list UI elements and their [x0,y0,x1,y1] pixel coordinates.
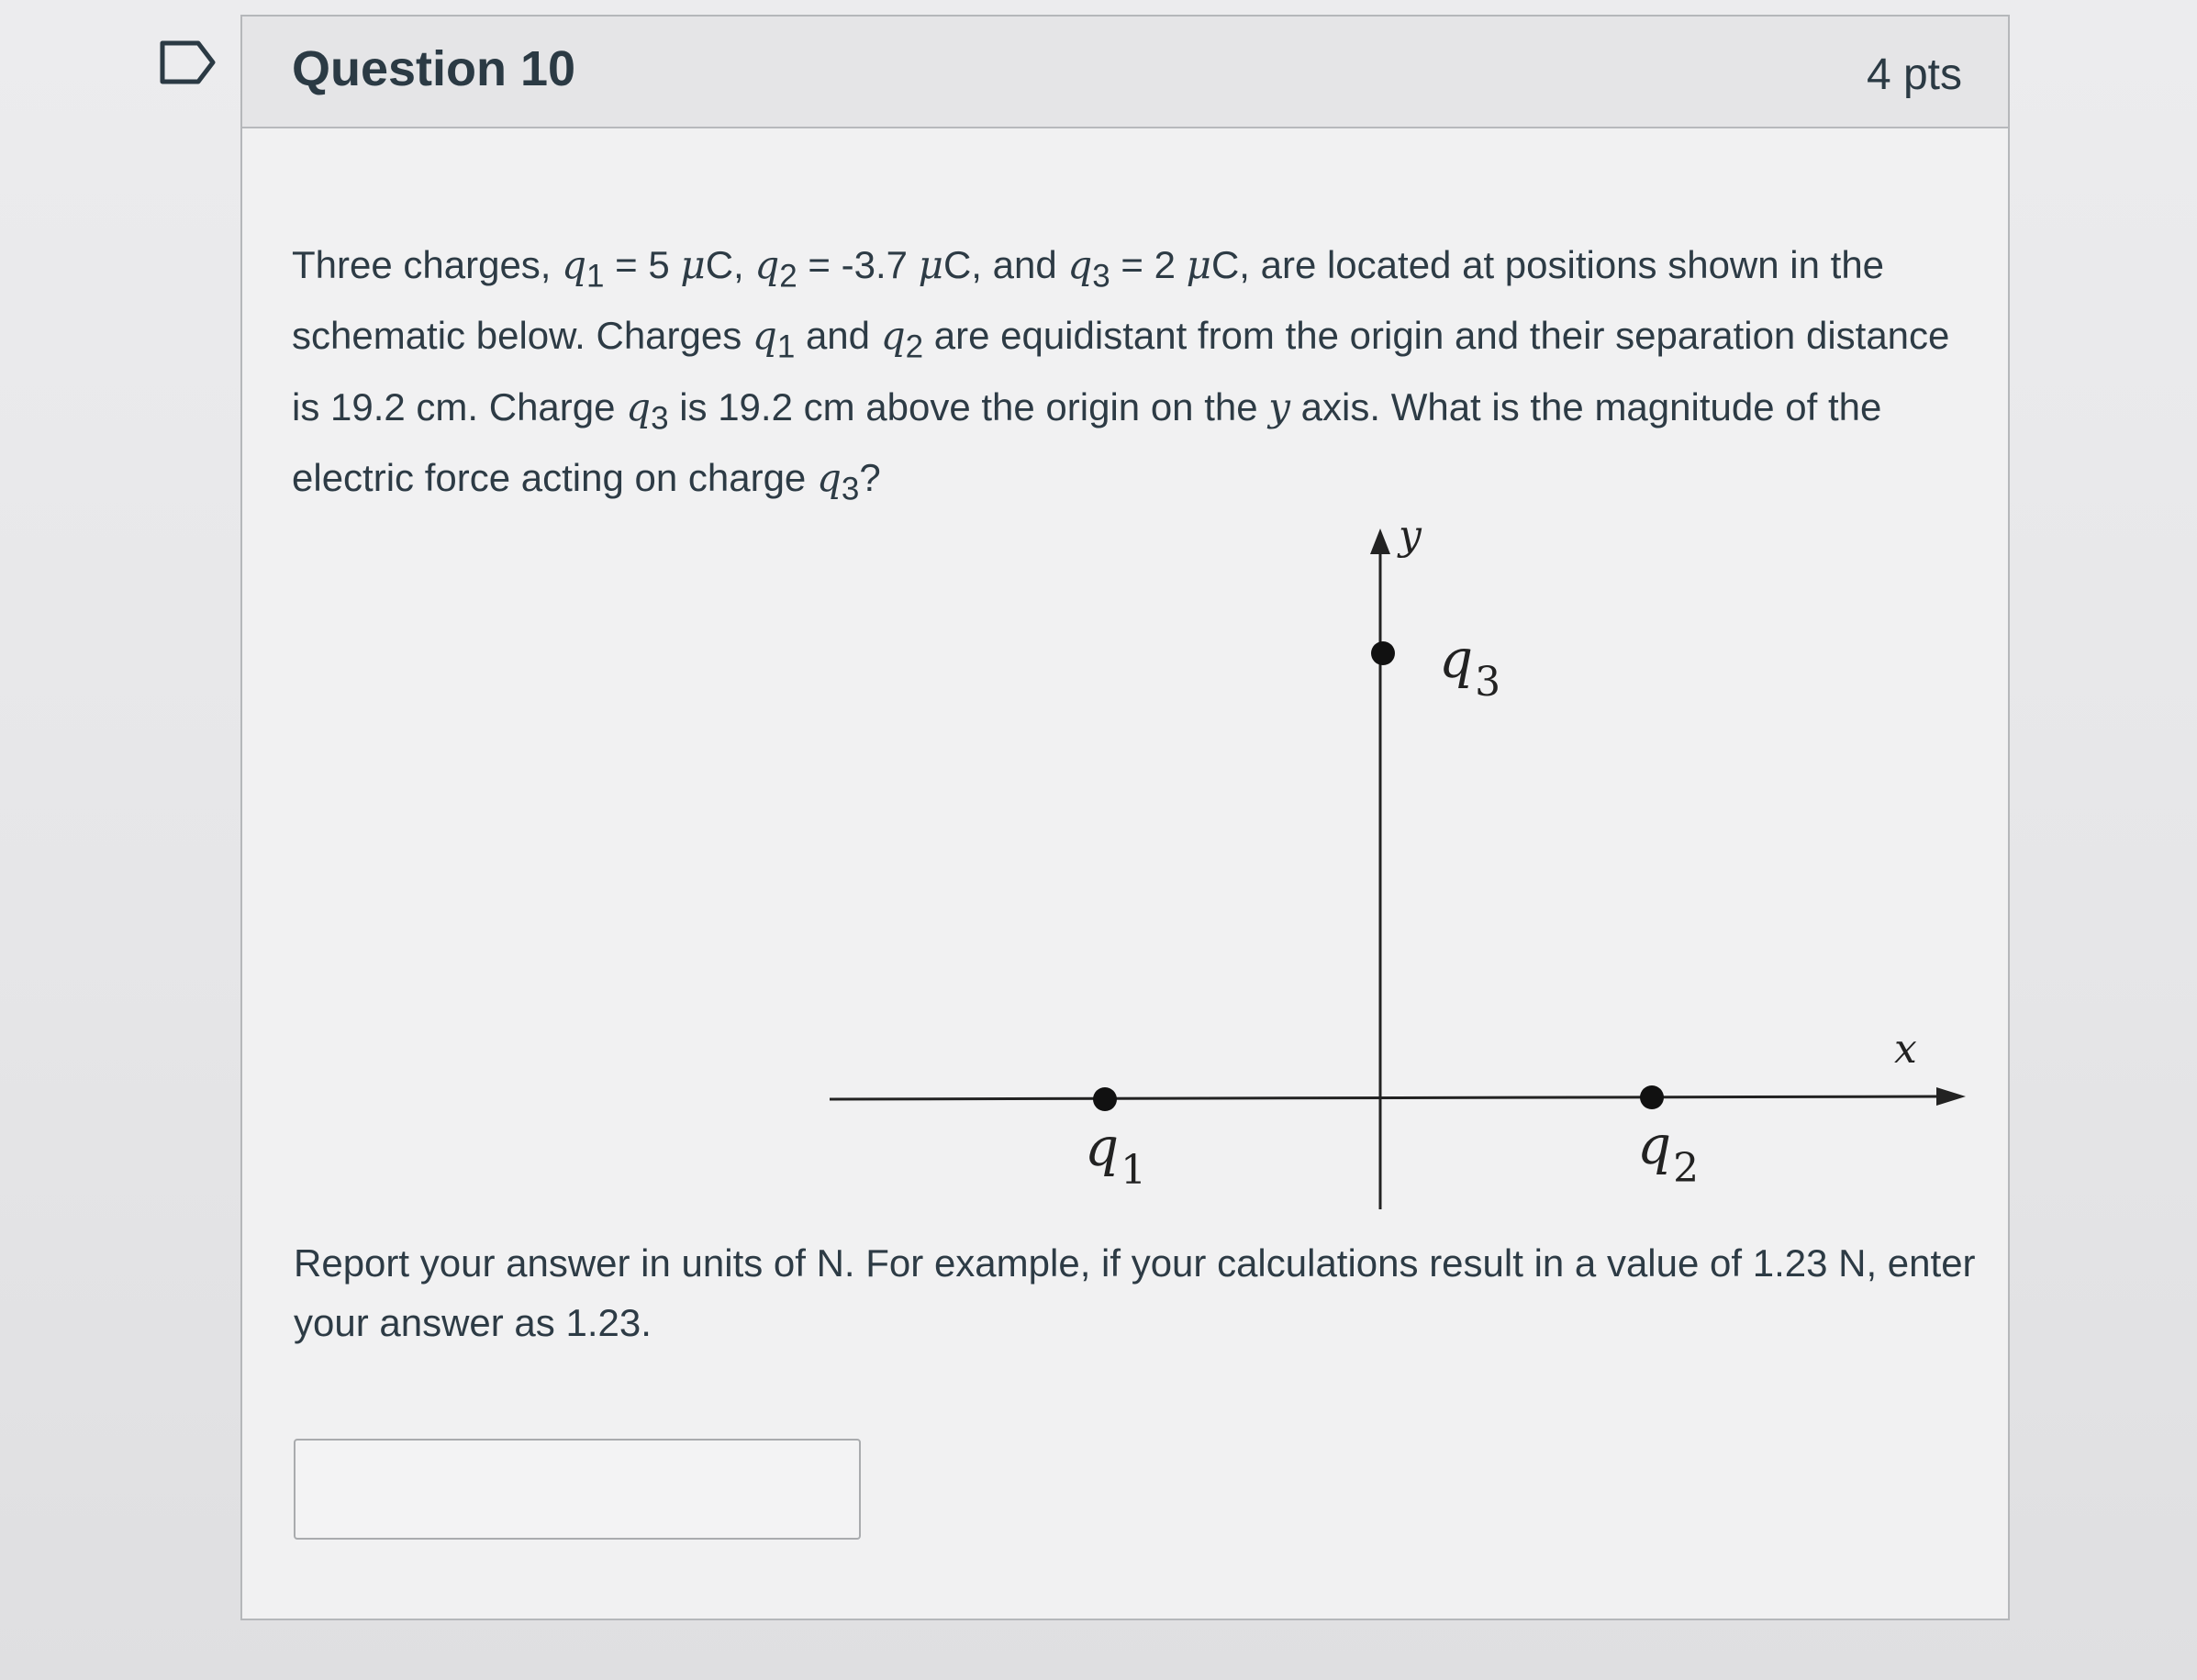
charge-schematic [518,512,1968,1228]
question-card [240,15,2010,1620]
charge-q3-label: $q_3$ [1439,628,1501,706]
charge-q2-label: $q_2$ [1637,1114,1700,1192]
question-points: 4 pts [1866,50,1962,99]
charge-q3-dot [1371,641,1395,665]
charge-q1-dot [1093,1087,1117,1111]
y-axis-label: y [1399,512,1422,559]
charge-q2-dot [1640,1085,1664,1109]
x-axis-arrow [1936,1087,1966,1106]
question-header [242,17,2008,128]
y-axis-arrow [1370,528,1390,554]
bookmark-flag-icon[interactable] [160,40,217,84]
question-title: Question 10 [292,41,576,96]
answer-instructions: Report your answer in units of N. For example, if your calculations result in a value of 1.23 N, enter your answer as 1.23. [294,1241,1976,1344]
charge-q1-label: $q_1$ [1085,1116,1147,1194]
answer-input[interactable] [294,1439,861,1540]
question-text: Three charges, $q_1 = 5$ μC, $q_2 = -3.7$ μC, and $q_3 = 2$ μC, are located at positions shown in the schematic below. Charges $q_1$ and $q_2$ are equidistant from the origin and their separation distance is 19.2 cm. Charge $q_3$ is 19.2 cm above the origin on the y axis. What is the magnitude of the electric force acting on charge $q_3$? [292,242,1950,507]
x-axis-line [830,1096,1940,1099]
x-axis-label: x [1894,1026,1917,1073]
